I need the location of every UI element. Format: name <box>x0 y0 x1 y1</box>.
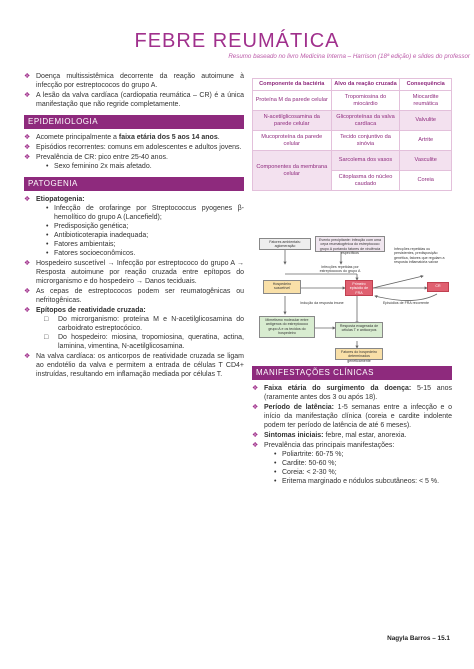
diagram-label-infeccoes: Infecções repetidas por estreptococos do grupo A <box>319 265 361 274</box>
pathogenesis-diagram <box>255 236 451 361</box>
section-header-patogenia: PATOGENIA <box>24 177 244 191</box>
list-item: ❖ As cepas de estreptococos podem ser reumatogênicas ou nefritogênicas. <box>24 288 244 304</box>
list-item: • Sexo feminino 2x mais afetado. <box>46 163 152 170</box>
table-cell: Proteína M da parede celular <box>253 91 332 111</box>
list-item: ❖ Doença multissistêmica decorrente da reação autoimune à infecção por estreptococos do grupo A. <box>24 73 244 89</box>
section-header-epidemiologia: EPIDEMIOLOGIA <box>24 115 244 129</box>
dot-bullet-icon: • <box>46 163 49 170</box>
diagram-label-infeccoes-repetidas: Infecções repetidas ou persistentes, predisposição genética, fatores que regulam a resposta inflamatória valvar <box>394 247 445 265</box>
diamond-bullet-icon: ❖ <box>24 154 31 161</box>
diagram-box-hospedeiro: Hospedeiro suscetível <box>263 280 301 294</box>
square-bullet-icon: □ <box>44 316 49 323</box>
table-cell: Sarcolema dos vasos <box>331 151 400 171</box>
dot-bullet-icon: • <box>274 469 277 476</box>
table-header: Componente da bactéria <box>253 79 332 91</box>
diagram-label-episodios: Episódios de FRA recorrente <box>383 301 429 305</box>
diamond-bullet-icon: ❖ <box>252 442 259 449</box>
patogenia-list <box>24 195 244 379</box>
cross-reaction-table <box>252 78 452 191</box>
diamond-bullet-icon: ❖ <box>24 134 31 141</box>
diagram-box-primeiro-episodio: Primeiro episódio de FRA <box>345 280 373 296</box>
list-item: □ Do hospedeiro: miosina, tropomiosina, queratina, actina, laminina, vimentina, N-acetilglicosamina. <box>44 334 244 350</box>
diamond-bullet-icon: ❖ <box>24 196 31 203</box>
dot-bullet-icon: • <box>46 232 49 239</box>
table-cell: Valvulite <box>400 111 452 131</box>
diagram-box-fatores-hospedeiro: Fatores do hospedeiro determinados geneticamente <box>335 348 383 360</box>
list-item: ❖ Episódios recorrentes: comuns em adolescentes e adultos jovens. <box>24 144 242 151</box>
footer-author: Nagyla Barros – 15.1 <box>387 635 450 642</box>
diamond-bullet-icon: ❖ <box>24 307 31 314</box>
table-cell: Componentes da membrana celular <box>253 151 332 191</box>
diamond-bullet-icon: ❖ <box>24 73 31 80</box>
list-item: • Poliartrite: 60-75 %; <box>274 451 344 458</box>
dot-bullet-icon: • <box>46 241 49 248</box>
diamond-bullet-icon: ❖ <box>252 385 259 392</box>
intro-list <box>24 72 244 109</box>
list-item: • Cardite: 50-60 %; <box>274 460 337 467</box>
list-item: ❖ Faixa etária do surgimento da doença: 5-15 anos (raramente antes dos 3 ou após 18). <box>252 385 452 401</box>
table-cell: Glicoproteínas da valva cardíaca <box>331 111 400 131</box>
diamond-bullet-icon: ❖ <box>24 144 31 151</box>
list-item: ❖ Na valva cardíaca: os anticorpos de reatividade cruzada se ligam ao endotélio da valva e permitem a entrada de células T CD4+ instruídas, resultando em inflamação mediada por células T. <box>24 353 244 378</box>
diamond-bullet-icon: ❖ <box>24 288 31 295</box>
list-item: • Coreia: < 2-30 %; <box>274 469 337 476</box>
list-item: • Antibioticoterapia inadequada; <box>46 232 149 239</box>
diamond-bullet-icon: ❖ <box>24 92 31 99</box>
dot-bullet-icon: • <box>46 250 49 257</box>
table-cell: Coreia <box>400 171 452 191</box>
list-item: ❖ Prevalência de CR: pico entre 25-40 anos. • Sexo feminino 2x mais afetado. <box>24 153 244 171</box>
list-item: • Fatores ambientais; <box>46 241 116 248</box>
list-item: • Fatores socioeconômicos. <box>46 250 136 257</box>
table-cell: Miocardite reumática <box>400 91 452 111</box>
diagram-box-resposta-exagerada: Resposta exagerada de células T e anticorpos <box>335 322 383 338</box>
table-cell: Tropomiosina do miocárdio <box>331 91 400 111</box>
page-title: FEBRE REUMÁTICA <box>134 30 340 52</box>
list-item: ❖ Sintomas iniciais: febre, mal estar, anorexia. <box>252 432 407 439</box>
right-column <box>252 78 452 191</box>
table-cell: Tecido conjuntivo da sinóvia <box>331 131 400 151</box>
diagram-label-inducao: Indução da resposta imune <box>300 301 344 305</box>
dot-bullet-icon: • <box>46 205 49 212</box>
table-cell: Citoplasma do núcleo caudado <box>331 171 400 191</box>
diagram-box-mimetismo: Mimetismo molecular entre antígenos do estreptococo grupo A e os tecidos do hospedeiro <box>259 316 315 338</box>
table-header-row <box>253 79 452 91</box>
list-item: • Predisposição genética; <box>46 223 129 230</box>
page-subtitle: Resumo baseado no livro Medicina Interna – Harrison (18ª edição) e slides do professor <box>228 53 470 60</box>
diagram-box-fatores-ambientais: Fatores ambientais: aglomeração <box>259 238 311 250</box>
diamond-bullet-icon: ❖ <box>24 260 31 267</box>
diamond-bullet-icon: ❖ <box>252 432 259 439</box>
dot-bullet-icon: • <box>46 223 49 230</box>
list-item: ❖ Hospedeiro suscetível → Infecção por estreptococo do grupo A → Resposta autoimune por reação cruzada entre epítopos do microrganismo e do hospedeiro → Danos teciduais. <box>24 260 244 285</box>
list-item: ❖ A lesão da valva cardíaca (cardiopatia reumática – CR) é a única manifestação que não regride completamente. <box>24 92 244 108</box>
section-header-manifestacoes: MANIFESTAÇÕES CLÍNICAS <box>252 366 452 380</box>
table-cell: Vasculite <box>400 151 452 171</box>
dot-bullet-icon: • <box>274 451 277 458</box>
table-row <box>253 91 452 111</box>
diamond-bullet-icon: ❖ <box>252 404 259 411</box>
table-cell: Artrite <box>400 131 452 151</box>
table-row <box>253 131 452 151</box>
dot-bullet-icon: • <box>274 478 277 485</box>
manifestacoes-list <box>252 384 452 486</box>
diagram-box-evento-precipitante: Evento precipitante: infecção com uma cepa reumatogênica do estreptococo grupo A portando fatores de virulência específicos <box>315 236 385 252</box>
table-header: Alvo da reação cruzada <box>331 79 400 91</box>
manifestacoes-section <box>252 366 452 487</box>
table-cell: Mucoproteína da parede celular <box>253 131 332 151</box>
list-item: • Infecção de orofaringe por Streptococcus pyogenes β-hemolítico do grupo A (Lancefield); <box>46 205 244 221</box>
table-header: Consequência <box>400 79 452 91</box>
list-item: ❖ Epítopos de reatividade cruzada: □ Do microrganismo: proteína M e N-acetilglicosamina do carboidrato estreptocócico. □ Do hospedeiro: miosina, tropomiosina, queratina, actina, laminina, vimentina, N-acetilglicosamina. <box>24 307 244 350</box>
list-item: ❖ Período de latência: 1-5 semanas entre a infecção e o início da manifestação clínica (coreia e cardite indolente podem ter período de latência de até 6 meses). <box>252 404 452 429</box>
list-item: ❖ Prevalência das principais manifestações: • Poliartrite: 60-75 %; • Cardite: 50-60 %; • Coreia: < 2-30 %; • Eritema marginado e nódulos subcutâneos: < 5 %. <box>252 441 452 486</box>
diamond-bullet-icon: ❖ <box>24 353 31 360</box>
dot-bullet-icon: • <box>274 460 277 467</box>
list-item: • Eritema marginado e nódulos subcutâneos: < 5 %. <box>274 478 440 485</box>
epidemiologia-list <box>24 133 244 171</box>
table-cell: N-acetilglicosamina da parede celular <box>253 111 332 131</box>
table-row <box>253 151 452 171</box>
table-row <box>253 111 452 131</box>
diagram-box-cr: CR <box>427 282 449 292</box>
list-item: ❖ Etiopatogenia: • Infecção de orofaringe por Streptococcus pyogenes β-hemolítico do grupo A (Lancefield); • Predisposição genética; • Antibioticoterapia inadequada; • Fatores ambientais; • Fatores socioeconômicos. <box>24 196 244 257</box>
list-item: □ Do microrganismo: proteína M e N-acetilglicosamina do carboidrato estreptocócico. <box>44 316 244 332</box>
square-bullet-icon: □ <box>44 334 49 341</box>
list-item: ❖ Acomete principalmente a faixa etária dos 5 aos 14 anos. <box>24 134 220 141</box>
left-column <box>24 72 244 380</box>
